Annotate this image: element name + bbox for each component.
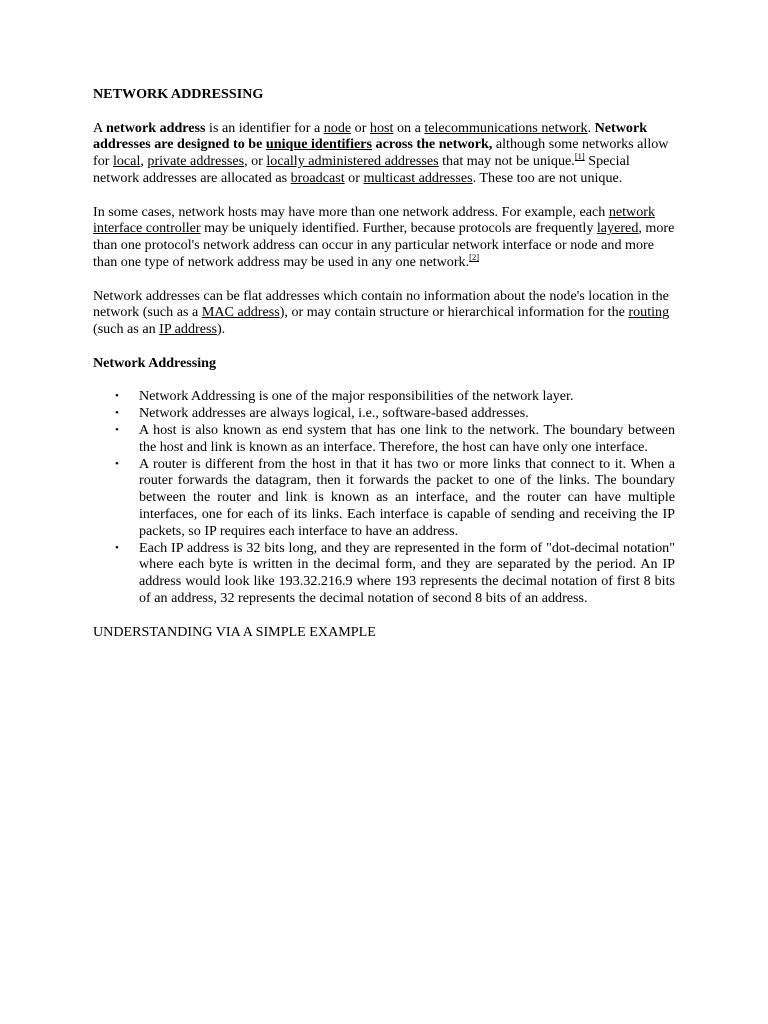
bullet-icon: •: [115, 541, 119, 554]
list-item-text: A host is also known as end system that has one link to the network. The boundary between the host and link is known as an interface. Therefore, the host can have only one interface.: [139, 421, 675, 455]
bullet-list: [93, 388, 675, 606]
link-host[interactable]: host: [369, 119, 394, 136]
list-item: [93, 405, 675, 422]
flat-addresses-paragraph: [93, 288, 675, 338]
bullet-icon: •: [115, 390, 119, 403]
text: on a: [393, 119, 425, 136]
intro-paragraph: [93, 120, 675, 187]
list-item: [93, 456, 675, 540]
link-routing[interactable]: routing: [628, 304, 670, 321]
text: may be uniquely identified. Further, because protocols are frequently: [200, 220, 597, 237]
text: Special network addresses are allocated as: [93, 153, 630, 186]
section-heading: Network Addressing: [93, 354, 217, 371]
list-item: [93, 540, 675, 607]
link-private-addresses[interactable]: private addresses: [147, 153, 245, 170]
text: is an identifier for a: [205, 119, 324, 136]
text: In some cases, network hosts may have more than one network address. For example, each: [93, 203, 609, 220]
list-item: [93, 388, 675, 405]
text: ,: [140, 153, 148, 170]
text: . These too are not unique.: [472, 169, 623, 186]
list-item-text: Network Addressing is one of the major responsibilities of the network layer.: [139, 388, 574, 405]
link-unique-identifiers[interactable]: unique identifiers: [265, 136, 373, 153]
list-item: [93, 422, 675, 456]
text: or: [351, 119, 370, 136]
text: .: [587, 119, 595, 136]
link-multicast-addresses[interactable]: multicast addresses: [363, 169, 473, 186]
list-item-text: Network addresses are always logical, i.e., software-based addresses.: [139, 405, 529, 422]
link-layered[interactable]: layered: [596, 220, 639, 237]
text: although some networks allow for: [93, 136, 669, 170]
text: ).: [216, 321, 226, 338]
text: ), or may contain structure or hierarchical information for the: [279, 304, 629, 321]
bold-text: Network addresses are designed to be: [93, 119, 648, 153]
bullet-icon: •: [115, 457, 119, 470]
list-item-text: A router is different from the host in that it has two or more links that connect to it. When a router forwards the datagram, then it forwards the packet to one of the links. The boundary between the router and link is known as an interface, and the router can have multiple interfaces, one for each of its links. Each interface is capable of sending and receiving the IP packets, so IP requires each interface to have an address.: [139, 455, 675, 539]
link-telecommunications-network[interactable]: telecommunications network: [424, 119, 588, 136]
document-page: [93, 86, 675, 640]
bullet-icon: •: [115, 407, 119, 420]
text: , or: [244, 153, 267, 170]
link-broadcast[interactable]: broadcast: [290, 169, 345, 186]
bold-text: across the network,: [372, 136, 493, 153]
link-locally-administered-addresses[interactable]: locally administered addresses: [266, 153, 439, 170]
reference-2[interactable]: [2]: [469, 251, 480, 262]
text: , more than one protocol's network address can occur in any particular network interface or node and more than one type of network address may be used in any one network.: [93, 220, 675, 270]
link-mac-address[interactable]: MAC address: [201, 304, 280, 321]
page-title: NETWORK ADDRESSING: [93, 86, 264, 102]
bullet-icon: •: [115, 423, 119, 436]
link-local[interactable]: local: [112, 153, 141, 170]
text: that may not be unique.: [438, 153, 575, 170]
text: (such as an: [93, 321, 160, 338]
example-heading: UNDERSTANDING VIA A SIMPLE EXAMPLE: [93, 623, 376, 640]
text: Network addresses can be flat addresses which contain no information about the node's location in the network (such as a: [93, 287, 669, 321]
bold-term: network address: [105, 119, 206, 136]
list-item-text: Each IP address is 32 bits long, and they are represented in the form of "dot-decimal notation" where each byte is written in the decimal form, and they are separated by the period. An IP address would look like 193.32.216.9 where 193 represents the decimal notation of first 8 bits of an address, 32 represents the decimal notation of second 8 bits of an address.: [139, 539, 675, 606]
link-ip-address[interactable]: IP address: [159, 321, 217, 338]
text: or: [344, 169, 364, 186]
text: A: [93, 119, 106, 136]
link-network-interface-controller[interactable]: network interface controller: [93, 203, 656, 237]
multiple-addresses-paragraph: [93, 204, 675, 271]
reference-1[interactable]: [1]: [574, 151, 585, 162]
link-node[interactable]: node: [323, 119, 352, 136]
